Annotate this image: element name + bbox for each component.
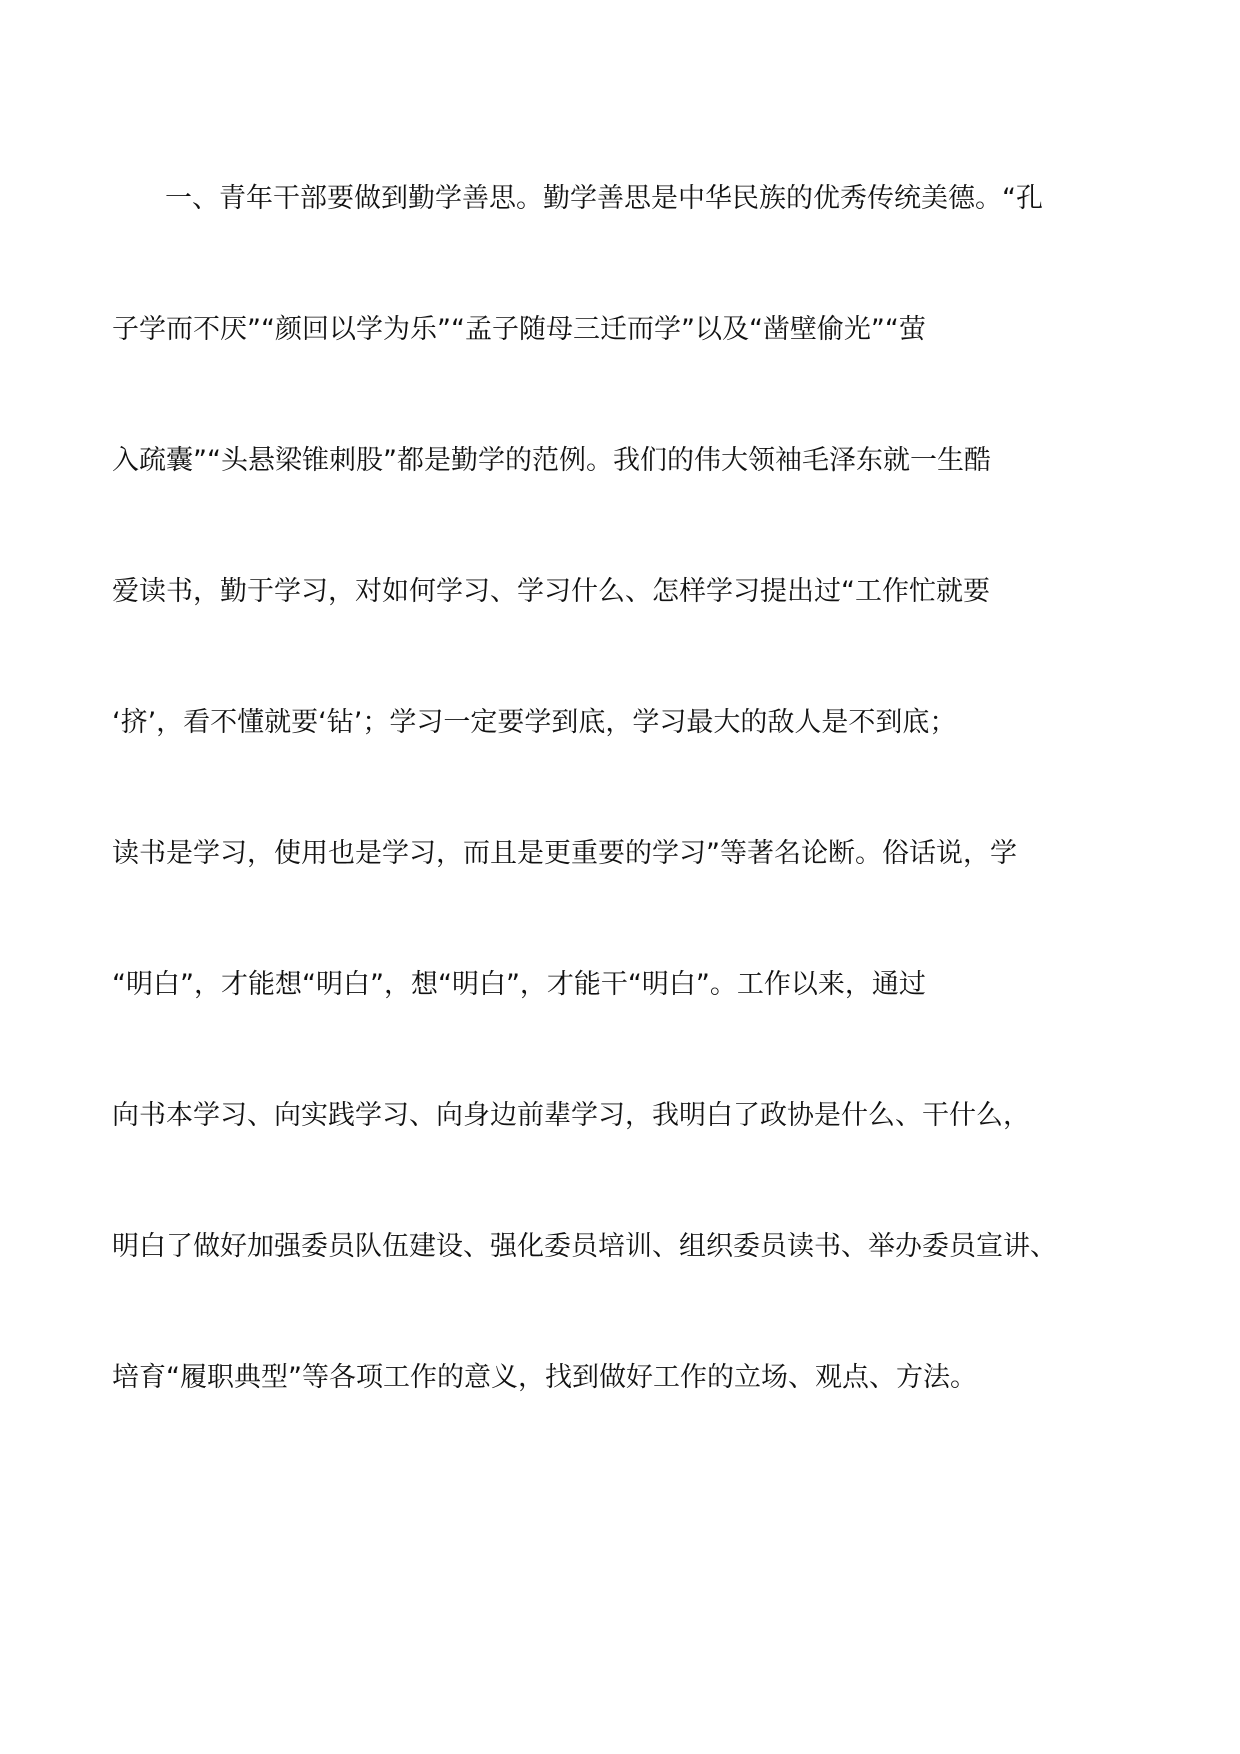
- paragraph-line-9: 明白了做好加强委员队伍建设、强化委员培训、组织委员读书、举办委员宣讲、: [112, 1231, 1057, 1262]
- paragraph-line-4: 爱读书，勤于学习，对如何学习、学习什么、怎样学习提出过“工作忙就要: [112, 576, 990, 607]
- paragraph-line-5: ‘挤’，看不懂就要‘钻’；学习一定要学到底，学习最大的敌人是不到底；: [112, 707, 957, 738]
- paragraph-line-6: 读书是学习，使用也是学习，而且是更重要的学习”等著名论断。俗话说，学: [112, 838, 1017, 869]
- paragraph-line-3: 入疏囊”“头悬梁锥刺股”都是勤学的范例。我们的伟大领袖毛泽东就一生酷: [112, 445, 991, 476]
- paragraph-line-1: 一、青年干部要做到勤学善思。勤学善思是中华民族的优秀传统美德。“孔: [165, 183, 1043, 214]
- paragraph-line-10: 培育“履职典型”等各项工作的意义，找到做好工作的立场、观点、方法。: [112, 1362, 977, 1393]
- paragraph-line-8: 向书本学习、向实践学习、向身边前辈学习，我明白了政协是什么、干什么，: [112, 1100, 1030, 1131]
- paragraph-line-7: “明白”，才能想“明白”，想“明白”，才能干“明白”。工作以来，通过: [112, 969, 926, 1000]
- paragraph-line-2: 子学而不厌”“颜回以学为乐”“孟子随母三迁而学”以及“凿壁偷光”“萤: [112, 314, 926, 345]
